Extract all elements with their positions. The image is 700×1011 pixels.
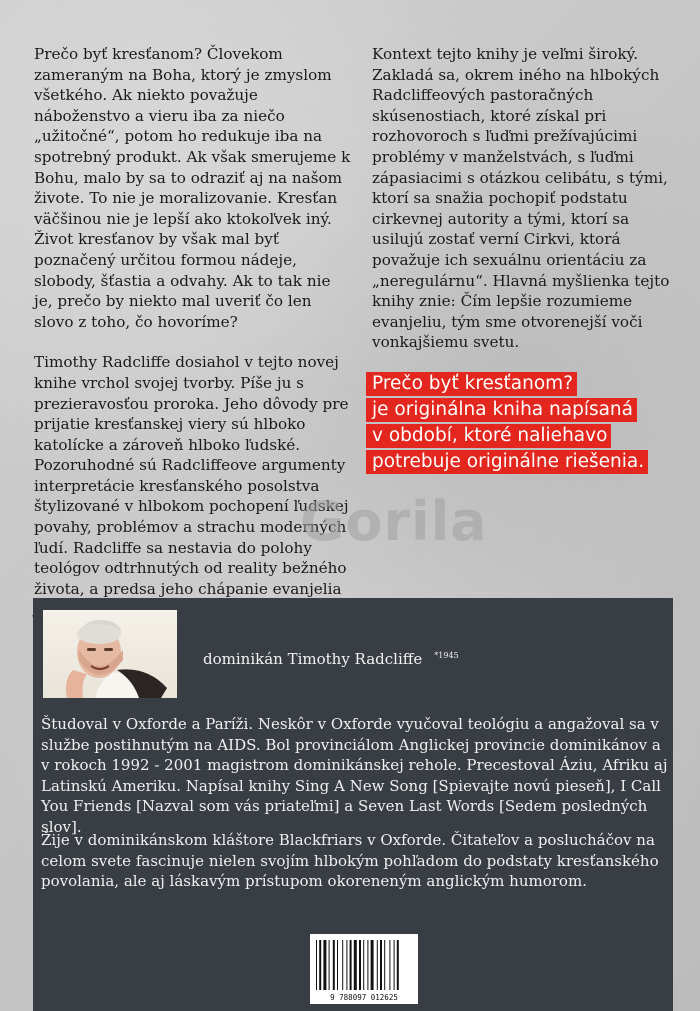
barcode-bar — [319, 940, 321, 990]
barcode-bar — [354, 940, 357, 990]
publisher-watermark: Gorila — [300, 490, 488, 553]
review-paragraph: Timothy Radcliffe dosiahol v tejto novej knihe vrchol svojej tvorby. Píše ju s prezieravosťou proroka. Jeho dôvody pre prijatie kresťanskej viery sú hlboko katolícke a zároveň hlboko ľudské. Pozoruhodné sú Radcliffeove argumenty interpretácie kresťanského posolstva štylizované v hlbokom pochopení ľudskej povahy, problémov a strachu moderných ľudí. Radcliffe sa nestavia do polohy teológov odtrhnutých od reality bežného života, a predsa jeho chápanie evanjelia — [34, 353, 349, 598]
barcode-bar — [323, 940, 326, 990]
barcode-bar — [342, 940, 343, 990]
quote-line-1: Prečo byť kresťanom? — [366, 372, 577, 396]
quote-line-3: v období, ktoré naliehavo — [366, 424, 611, 448]
barcode-bar — [329, 940, 330, 990]
barcode-bar — [389, 940, 390, 990]
right-text-column — [372, 44, 672, 353]
barcode-bar — [363, 940, 364, 990]
barcode-bars — [316, 940, 412, 990]
quote-line-2: je originálna kniha napísaná — [366, 398, 637, 422]
author-photo — [43, 610, 177, 698]
barcode-bar — [394, 940, 395, 990]
author-birth: *1945 — [434, 651, 459, 660]
barcode — [310, 934, 418, 1004]
context-paragraph: Kontext tejto knihy je veľmi široký. Zakladá sa, okrem iného na hlbokých Radcliffeových pastoračných skúsenostiach, ktoré získal pri rozhovoroch s ľuďmi prežívajúcimi problémy v manželstvách, s ľuďmi zápasiacimi s otázkou celibátu, s tými, ktorí sa snažia pochopiť podstatu cirkevnej autority a tými, ktorí sa usilujú zostať verní Cirkvi, ktorá považuje ich sexuálnu orientáciu za „neregulárnu“. Hlavná myšlienka tejto knihy znie: Čím lepšie rozumieme evanjeliu, tým sme otvorenejší voči vonkajšiemu svetu. — [372, 45, 670, 352]
barcode-bar — [367, 940, 368, 990]
barcode-bar — [316, 940, 317, 990]
barcode-bar — [337, 940, 338, 990]
bio-paragraph-1: Študoval v Oxforde a Paríži. Neskôr v Oxforde vyučoval teológiu a angažoval sa v službe postihnutým na AIDS. Bol provinciálom Anglickej provincie dominikánov a v rokoch 1992 - 2001 magistrom dominikánskej rehole. Precestoval Áziu, Afriku aj Latinskú Ameriku. Napísal knihy Sing A New Song [Spievajte novú pieseň], I Call You Friends [Nazval som vás priateľmi] a Seven Last Words [Sedem posledných slov]. — [41, 715, 668, 836]
barcode-bar — [346, 940, 347, 990]
barcode-bar — [350, 940, 352, 990]
barcode-bar — [359, 940, 361, 990]
isbn-number: 9 788097 012625 — [330, 993, 398, 1002]
author-bio-panel — [33, 598, 673, 1011]
bio-paragraph-2: Žije v dominikánskom kláštore Blackfriars v Oxforde. Čitateľov a poslucháčov na celom svete fascinuje nielen svojím hlbokým pohľadom do podstaty kresťanského povolania, ale aj láskavým prístupom okoreneným anglickým humorom. — [41, 831, 659, 891]
barcode-bar — [384, 940, 385, 990]
quote-line-4: potrebuje originálne riešenia. — [366, 450, 648, 474]
barcode-bar — [333, 940, 335, 990]
barcode-bar — [377, 940, 378, 990]
author-name-line — [203, 650, 459, 668]
highlight-quote — [366, 371, 676, 475]
intro-paragraph: Prečo byť kresťanom? Človekom zameraným na Boha, ktorý je zmyslom všetkého. Ak niekto považuje náboženstvo a vieru iba za niečo „užitočné“, potom ho redukuje iba na spotrebný produkt. Ak však smerujeme k Bohu, malo by sa to odraziť aj na našom živote. To nie je moralizovanie. Kresťan väčšinou nie je lepší ako ktokoľvek iný. Život kresťanov by však mal byť poznačený určitou formou nádeje, slobody, šťastia a odvahy. Ak to tak nie je, prečo by niekto mal uveriť čo len slovo z toho, čo hovoríme? — [34, 45, 351, 331]
barcode-bar — [397, 940, 399, 990]
barcode-bar — [380, 940, 382, 990]
barcode-bar — [371, 940, 374, 990]
author-name: dominikán Timothy Radcliffe — [203, 650, 423, 668]
